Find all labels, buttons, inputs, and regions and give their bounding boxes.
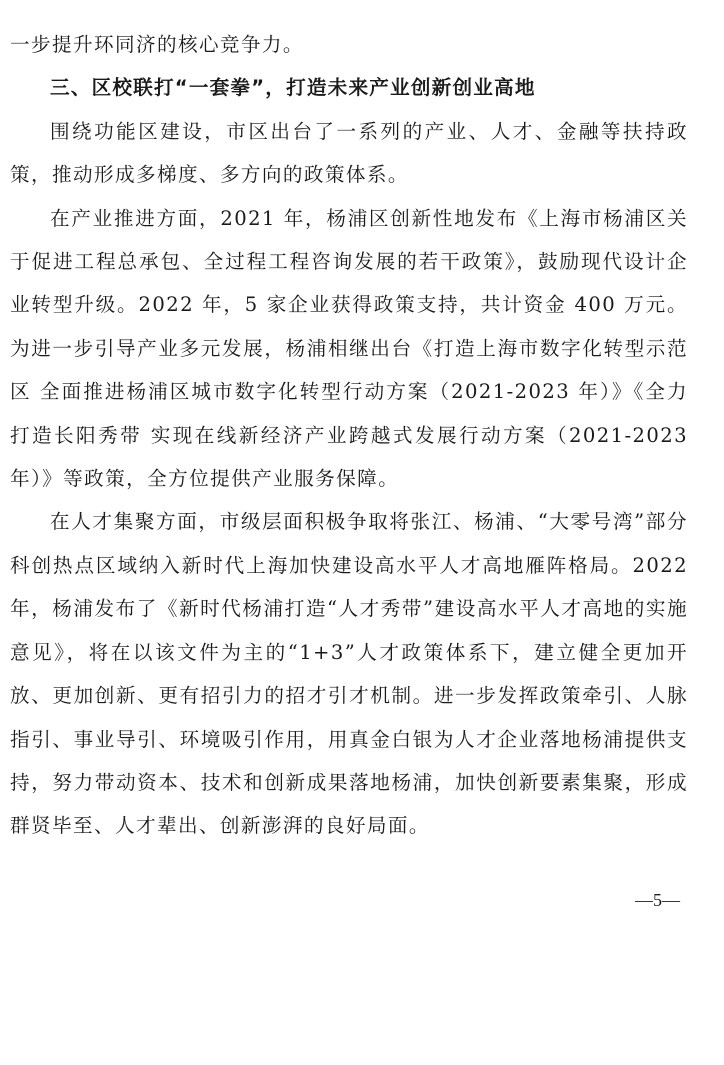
section-heading: 三、区校联打“一套拳”，打造未来产业创新创业高地 bbox=[50, 76, 536, 100]
continuation-paragraph: 一步提升环同济的核心竞争力。 bbox=[10, 33, 304, 56]
document-body bbox=[10, 23, 688, 848]
industry-promotion-paragraph: 在产业推进方面，2021 年，杨浦区创新性地发布《上海市杨浦区关于促进工程总承包、全过程工程咨询发展的若干政策》，鼓励现代设计企业转型升级。2022 年，5 家企业获得政策支持，共计资金 400 万元。为进一步引导产业多元发展，杨浦相继出台《打造上海市数字化转型示范区 全面推进杨浦区城市数字化转型行动方案（2021-2023 年）》《全力打造长阳秀带 实现在线新经济产业跨越式发展行动方案（2021-2023 年）》等政策，全方位提供产业服务保障。 bbox=[10, 206, 688, 491]
page-number: —5— bbox=[635, 890, 680, 910]
policy-overview-paragraph: 围绕功能区建设，市区出台了一系列的产业、人才、金融等扶持政策，推动形成多梯度、多方向的政策体系。 bbox=[10, 119, 688, 187]
talent-gathering-paragraph: 在人才集聚方面，市级层面积极争取将张江、杨浦、“大零号湾”部分科创热点区域纳入新时代上海加快建设高水平人才高地雁阵格局。2022 年，杨浦发布了《新时代杨浦打造“人才秀带”建设高水平人才高地的实施意见》，将在以该文件为主的“1+3”人才政策体系下，建立健全更加开放、更加创新、更有招引力的招才引才机制。进一步发挥政策牵引、人脉指引、事业导引、环境吸引作用，用真金白银为人才企业落地杨浦提供支持，努力带动资本、技术和创新成果落地杨浦，加快创新要素集聚，形成群贤毕至、人才辈出、创新澎湃的良好局面。 bbox=[10, 510, 688, 838]
